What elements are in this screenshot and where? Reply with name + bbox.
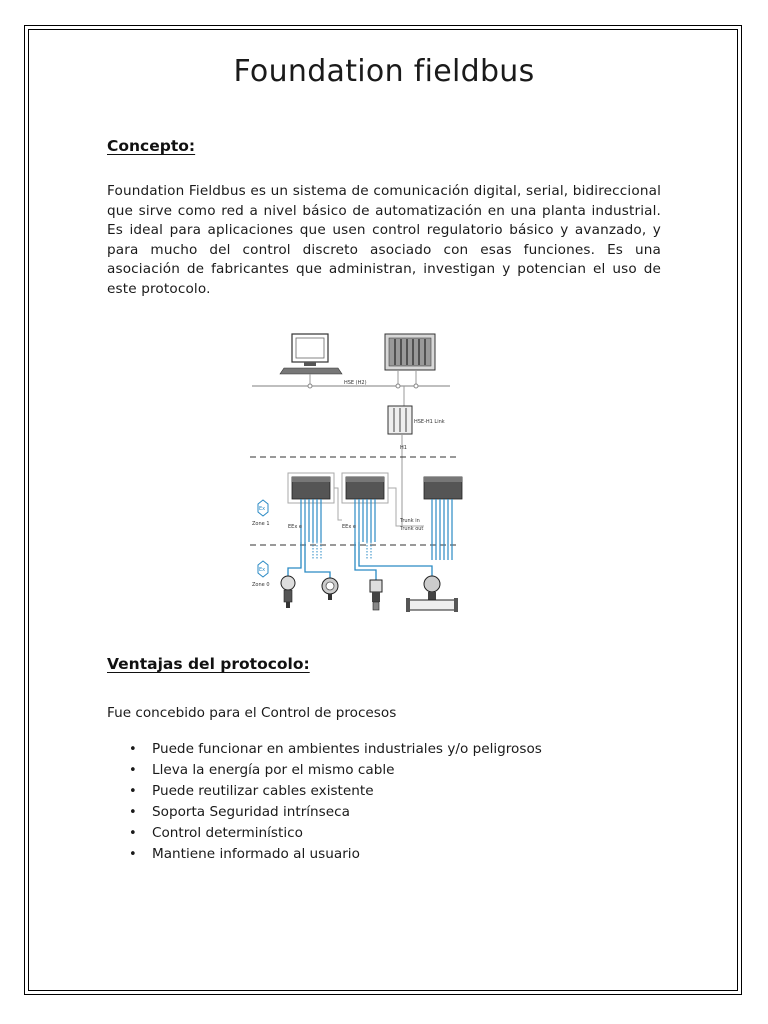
list-item xyxy=(107,739,542,760)
ex-zone0-icon xyxy=(258,561,268,577)
bullet-icon: • xyxy=(129,763,137,778)
svg-text:Ex: Ex xyxy=(259,567,266,573)
bullet-icon: • xyxy=(129,784,137,799)
junction-box-3 xyxy=(424,477,462,560)
eex-label-1: EEx e xyxy=(288,524,302,530)
bullet-icon: • xyxy=(129,826,137,841)
link-label: HSE-H1 Link xyxy=(414,419,445,425)
ventajas-list xyxy=(107,739,542,865)
list-item-text: Puede reutilizar cables existente xyxy=(152,783,374,799)
list-item-text: Soporta Seguridad intrínseca xyxy=(152,804,350,820)
trunk-in-label: Trunk in xyxy=(400,518,420,524)
zone0-label: Zone 0 xyxy=(252,582,270,588)
concepto-paragraph: Foundation Fieldbus es un sistema de comunicación digital, serial, bidireccional que sirve como red a nivel básico de automatización en una planta industrial. Es ideal para aplicaciones que usen control regulatorio básico y avanzado, y para mucho del control discreto asociado con esas funciones. Es una asociación de fabricantes que administran, investigan y potencian el uso de este protocolo. xyxy=(107,183,661,297)
hse-label: HSE (H2) xyxy=(344,380,367,386)
junction-box-1 xyxy=(288,473,334,542)
h1-label: H1 xyxy=(400,445,407,451)
list-item-text: Control determinístico xyxy=(152,825,303,841)
host-system-icon xyxy=(385,334,435,386)
ventajas-heading: Ventajas del protocolo: xyxy=(107,655,310,673)
hse-h1-link-icon xyxy=(388,386,412,434)
bullet-icon: • xyxy=(129,847,137,862)
eex-label-2: EEx e xyxy=(342,524,356,530)
list-item-text: Mantiene informado al usuario xyxy=(152,846,360,862)
list-item-text: Puede funcionar en ambientes industriales y/o peligrosos xyxy=(152,741,542,757)
list-item xyxy=(107,823,542,844)
fieldbus-network-diagram xyxy=(248,330,468,620)
ventajas-intro: Fue concebido para el Control de procesos xyxy=(107,705,397,721)
temperature-transmitter-icon xyxy=(322,578,338,600)
concepto-heading: Concepto: xyxy=(107,137,196,155)
computer-icon xyxy=(280,334,342,386)
list-item-text: Lleva la energía por el mismo cable xyxy=(152,762,395,778)
flowmeter-icon xyxy=(406,576,458,612)
bullet-icon: • xyxy=(129,742,137,757)
pressure-transmitter-icon xyxy=(281,576,295,608)
list-item xyxy=(107,844,542,865)
bullet-icon: • xyxy=(129,805,137,820)
zone1-label: Zone 1 xyxy=(252,521,270,527)
valve-positioner-icon xyxy=(370,580,382,610)
list-item xyxy=(107,781,542,802)
document-title: Foundation fieldbus xyxy=(233,54,535,89)
list-item xyxy=(107,802,542,823)
svg-text:Ex: Ex xyxy=(259,506,266,512)
junction-box-2 xyxy=(342,473,388,542)
spur-cables xyxy=(288,542,432,580)
trunk-out-label: Trunk out xyxy=(400,526,424,532)
list-item xyxy=(107,760,542,781)
ex-zone1-icon xyxy=(258,500,268,516)
